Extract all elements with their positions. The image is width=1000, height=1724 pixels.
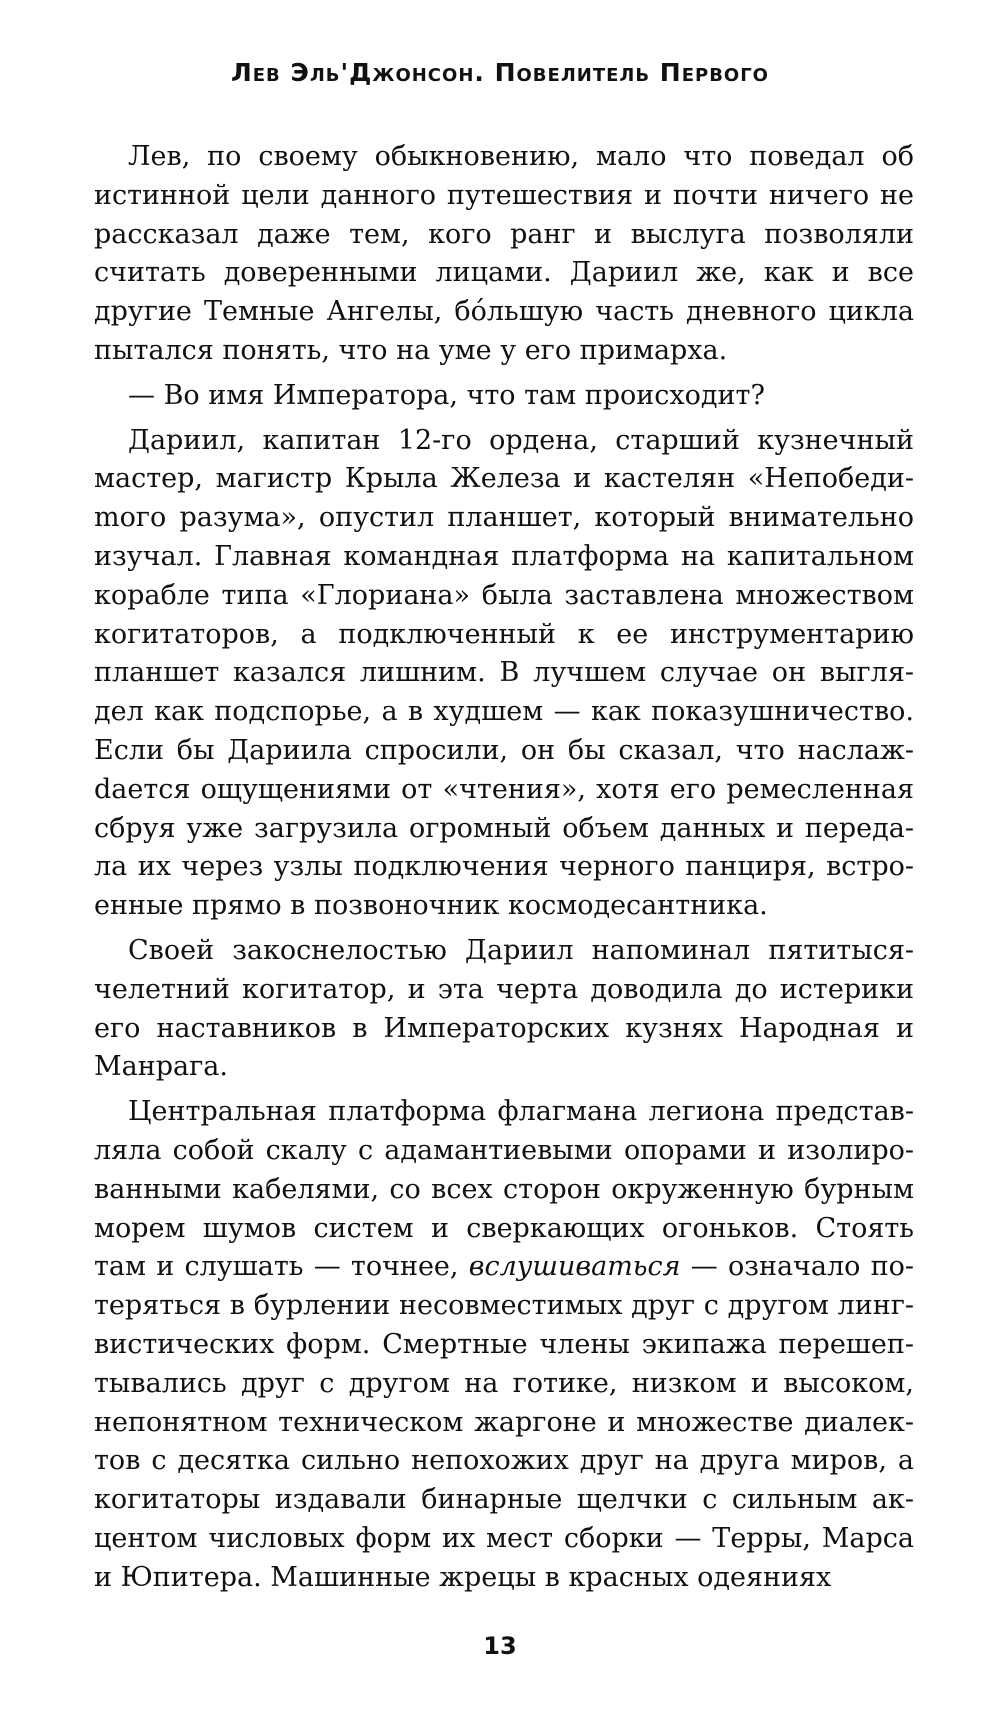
body-text	[94, 138, 914, 1597]
running-head: Лев Эль'Джонсон. Повелитель Первого	[230, 58, 769, 87]
paragraph-3: Дариил, капитан 12-го ордена, старший кузнечный мастер, магистр Крыла Железа и кастелян «Непобедиmого разума», опустил планшет, который внимательно изучал. Главная командная платформа на капитальном корабле типа «Глориана» была заставлена множеством когитаторов, а подключенный к ее инструментарию планшет казался лишним. В лучшем случае он выглядел как подспорье, а в худшем — как показушничество. Если бы Дариила спросили, он бы сказал, что наслажdается ощущениями от «чтения», хотя его ремесленная сбруя уже загрузила огромный объем данных и передала их через узлы подключения черного панциря, встроенные прямо в позвоночник космодесантника.	[94, 424, 914, 922]
paragraph-5	[94, 1093, 914, 1597]
paragraph-2-dialogue: — Во имя Императора, что там происходит?	[128, 379, 765, 411]
paragraph-1: Лев, по своему обыкновению, мало что поведал об истинной цели данного путешествия и почти ничего не рассказал даже тем, кого ранг и выслуга позволяли считать доверенными лицами. Дариил же, как и все другие Темные Ангелы, бо́льшую часть дневного цикла пытался понять, что на уме у его примарха.	[94, 141, 914, 366]
paragraph-5-after: — означало потеряться в бурлении несовместимых друг с другом лингвистических форм. Смертные члены экипажа перешептывались друг с другом на готике, низком и высоком, непонятном техническом жаргоне и множестве диалектов с десятка сильно непохожих друг на друга миров, а когитаторы издавали бинарные щелчки с сильным акцентом числовых форм их мест сборки — Терры, Марса и Юпитера. Машинные жрецы в красных одеяниях	[94, 1251, 914, 1593]
paragraph-5-before: Центральная платформа флагмана легиона представляла собой скалу с адамантиевыми опорами и изолированными кабелями, со всех сторон окруженную бурным морем шумов систем и сверкающих огоньков. Стоять там и слушать — точнее,	[94, 1096, 914, 1283]
page-number: 13	[483, 1632, 517, 1660]
paragraph-4: Своей закоснелостью Дариил напоминал пятитысячелетний когитатор, и эта черта доводила до истерики его наставников в Императорских кузнях Народная и Манрага.	[94, 934, 914, 1083]
paragraph-5-emphasis: вслушиваться	[468, 1251, 681, 1283]
